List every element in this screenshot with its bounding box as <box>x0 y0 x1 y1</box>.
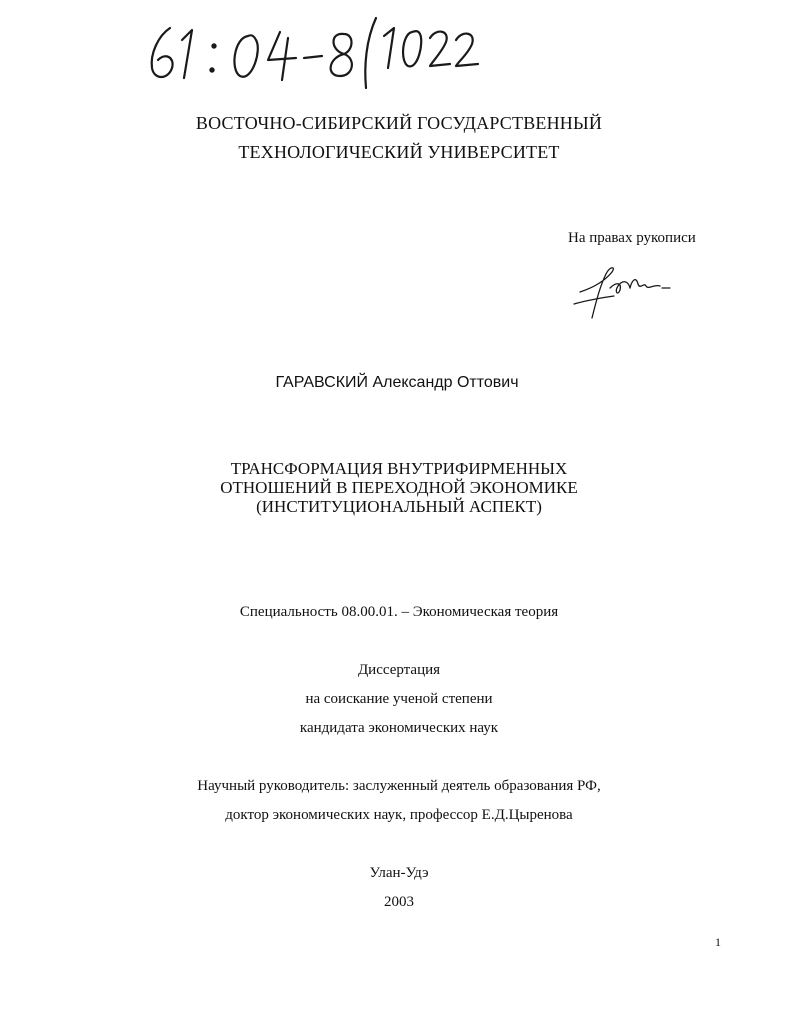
handwritten-archive-number <box>140 10 480 90</box>
supervisor-line-1: Научный руководитель: заслуженный деятель образования РФ, <box>197 778 601 794</box>
rights-label: На правах рукописи <box>568 230 696 246</box>
title-line-3: (ИНСТИТУЦИОНАЛЬНЫЙ АСПЕКТ) <box>256 497 542 516</box>
author-name: ГАРАВСКИЙ Александр Оттович <box>275 374 519 391</box>
dissertation-line-1: Диссертация <box>357 662 441 678</box>
page-number: 1 <box>715 935 721 949</box>
dissertation-line-2: на соискание ученой степени <box>305 691 493 707</box>
specialty: Специальность 08.00.01. – Экономическая теория <box>239 604 559 620</box>
city: Улан-Удэ <box>369 865 429 881</box>
institution-line-1: ВОСТОЧНО-СИБИРСКИЙ ГОСУДАРСТВЕННЫЙ <box>195 113 603 133</box>
signature <box>570 262 680 324</box>
title-line-1: ТРАНСФОРМАЦИЯ ВНУТРИФИРМЕННЫХ <box>230 459 568 478</box>
title-line-2: ОТНОШЕНИЙ В ПЕРЕХОДНОЙ ЭКОНОМИКЕ <box>220 478 578 497</box>
dissertation-line-3: кандидата экономических наук <box>299 720 499 736</box>
supervisor-line-2: доктор экономических наук, профессор Е.Д.Цыренова <box>225 807 573 823</box>
year: 2003 <box>384 894 414 910</box>
institution-line-2: ТЕХНОЛОГИЧЕСКИЙ УНИВЕРСИТЕТ <box>238 142 560 162</box>
